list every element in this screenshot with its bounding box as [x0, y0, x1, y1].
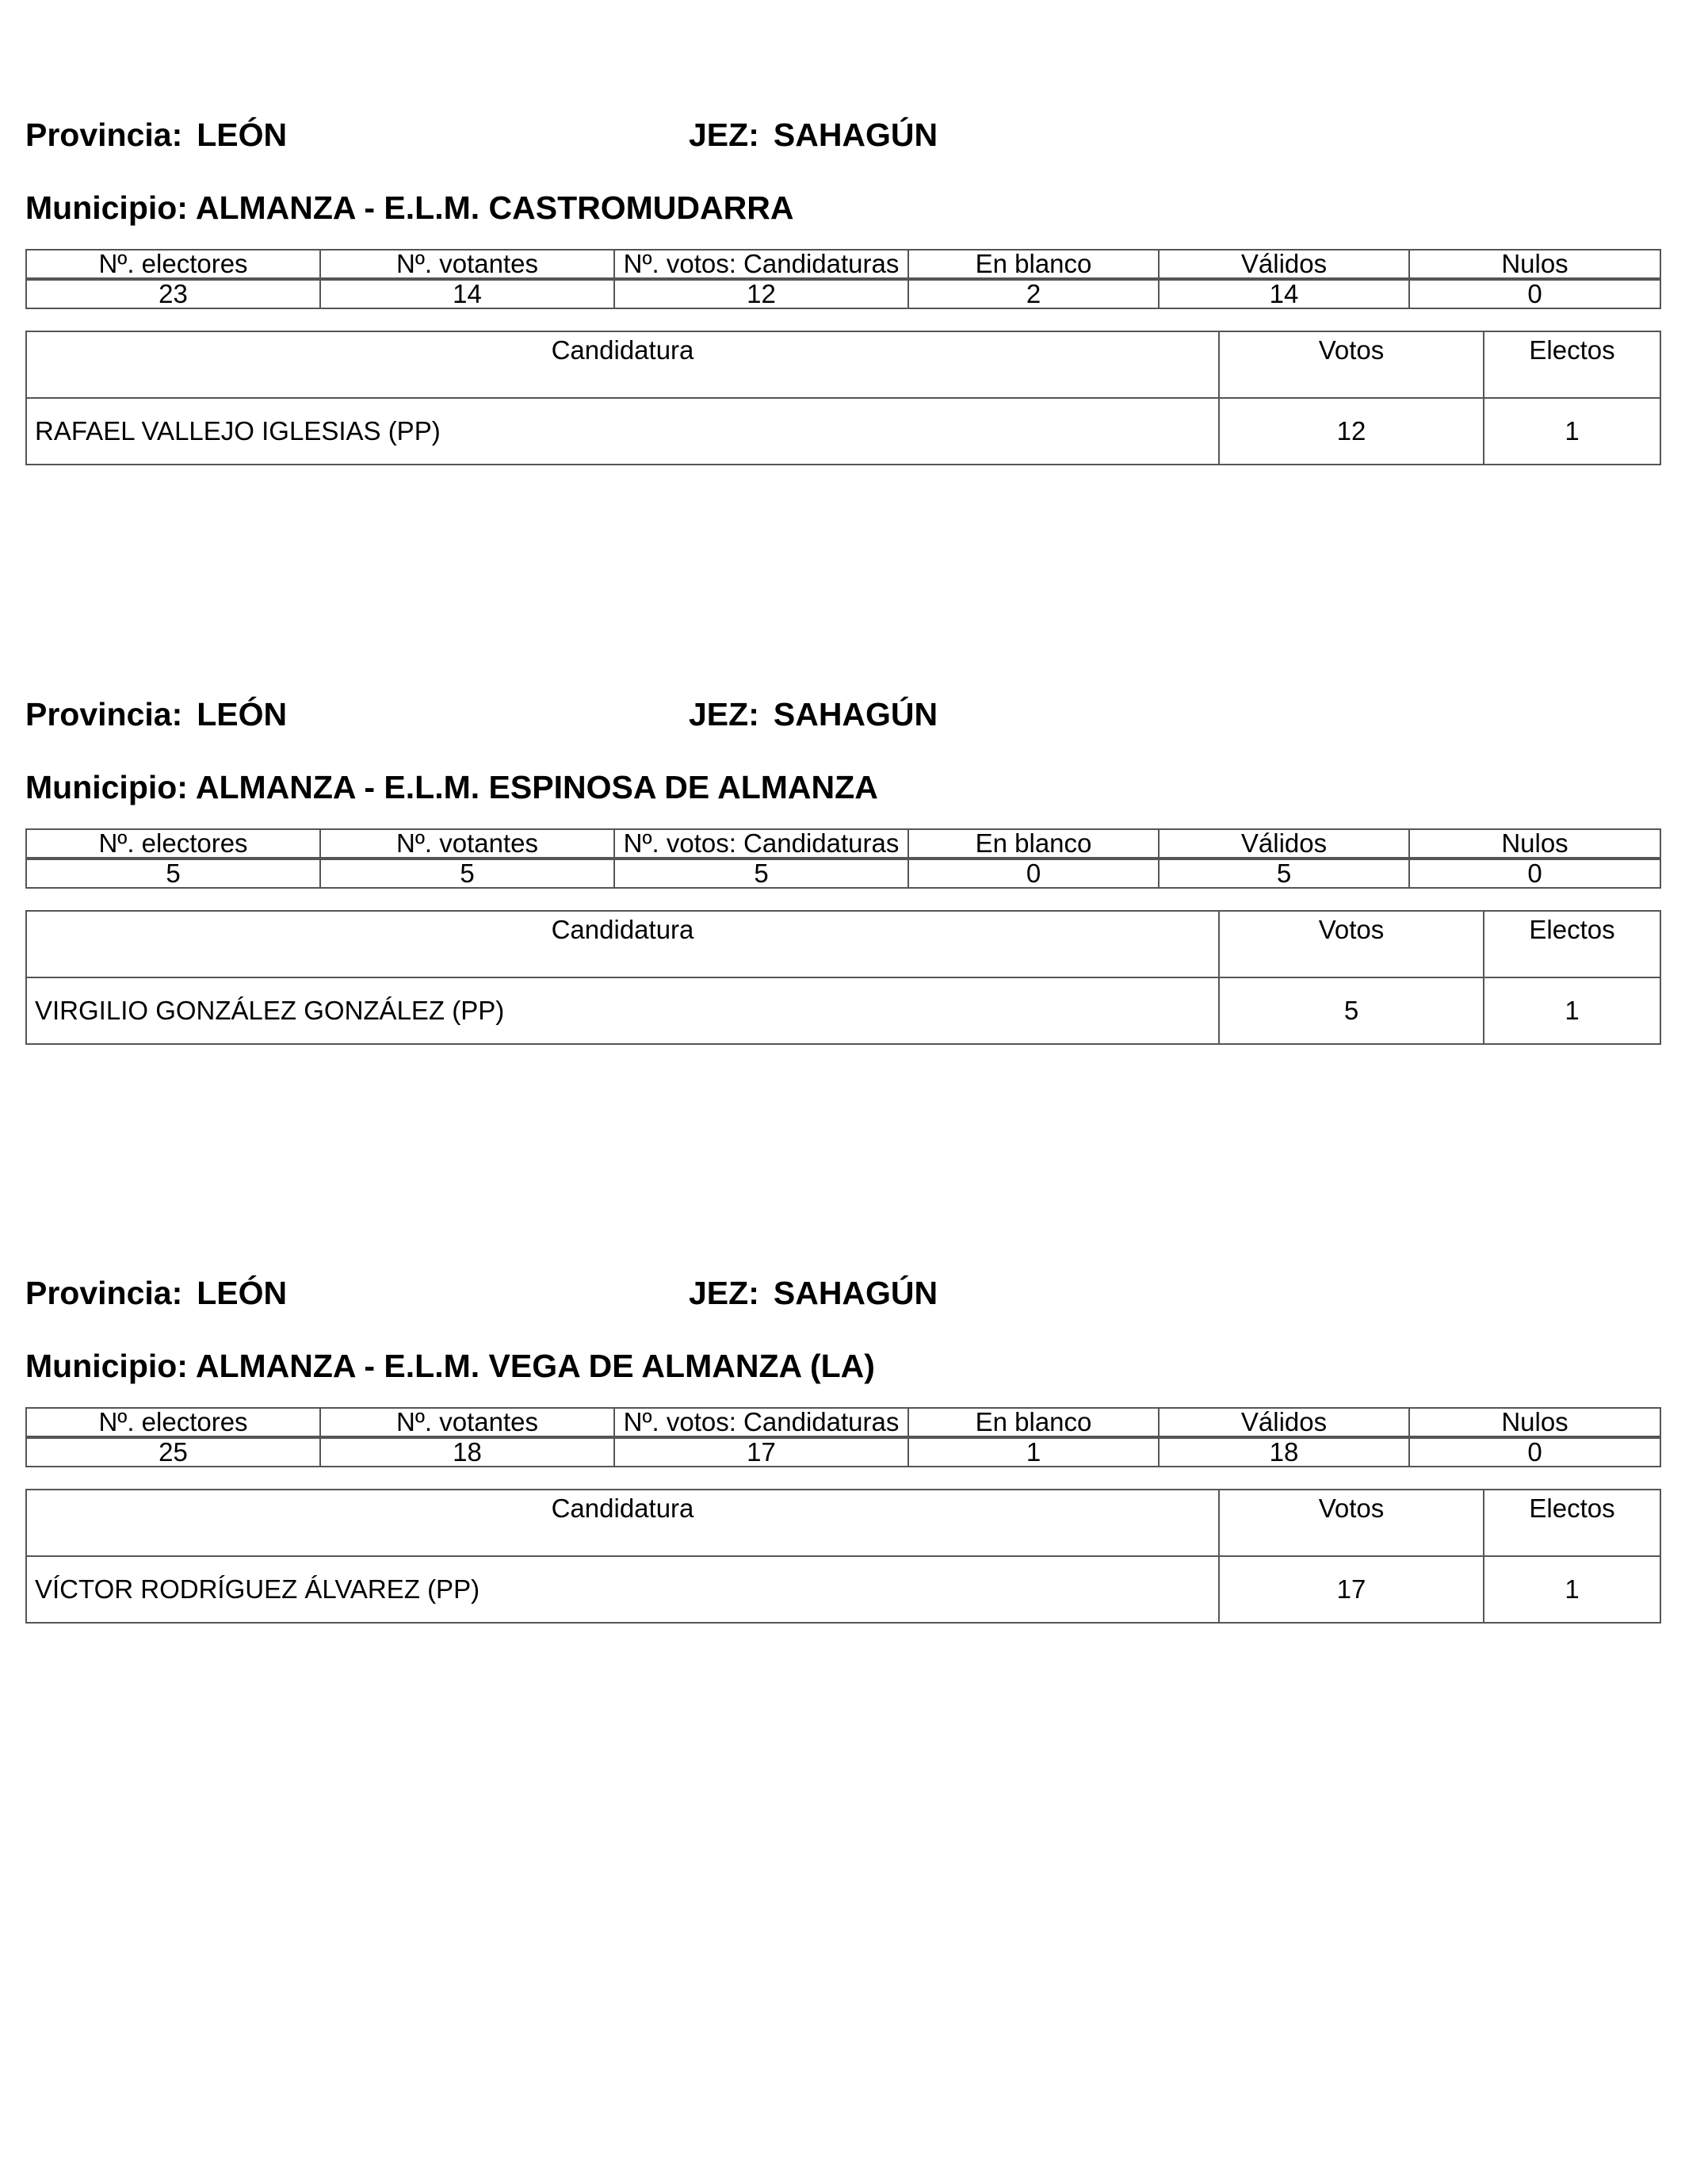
- header-line: [25, 113, 1660, 157]
- jez-field: [689, 1271, 938, 1315]
- header-votantes: Nº. votantes: [320, 1408, 614, 1437]
- value-electores: 23: [26, 279, 320, 308]
- header-electos: Electos: [1484, 331, 1660, 398]
- candidates-table: [25, 331, 1661, 465]
- header-votantes: Nº. votantes: [320, 250, 614, 279]
- value-validos: 5: [1159, 859, 1409, 888]
- header-votos: Votos: [1219, 911, 1484, 977]
- value-validos: 18: [1159, 1437, 1409, 1467]
- header-votos: Votos: [1219, 1490, 1484, 1556]
- municipio-label: Municipio:: [25, 1348, 188, 1384]
- header-votantes: Nº. votantes: [320, 829, 614, 859]
- header-votos: Votos: [1219, 331, 1484, 398]
- candidate-name: VIRGILIO GONZÁLEZ GONZÁLEZ (PP): [26, 977, 1219, 1044]
- provincia-field: [25, 1271, 287, 1315]
- stats-header-row: [26, 1408, 1660, 1437]
- stats-header-row: [26, 250, 1660, 279]
- candidate-row: [26, 977, 1660, 1044]
- candidate-electos: 1: [1484, 398, 1660, 465]
- provincia-field: [25, 692, 287, 736]
- provincia-field: [25, 113, 287, 157]
- candidate-name: VÍCTOR RODRÍGUEZ ÁLVAREZ (PP): [26, 1556, 1219, 1623]
- candidates-header-row: [26, 911, 1660, 977]
- value-votos-candidaturas: 17: [614, 1437, 908, 1467]
- municipio-label: Municipio:: [25, 769, 188, 805]
- value-votos-candidaturas: 12: [614, 279, 908, 308]
- header-candidatura: Candidatura: [26, 1490, 1219, 1556]
- header-validos: Válidos: [1159, 250, 1409, 279]
- candidates-header-row: [26, 1490, 1660, 1556]
- provincia-value: LEÓN: [197, 117, 288, 153]
- provincia-label: Provincia:: [25, 117, 183, 153]
- header-votos-candidaturas: Nº. votos: Candidaturas: [614, 250, 908, 279]
- header-en-blanco: En blanco: [908, 250, 1159, 279]
- jez-value: SAHAGÚN: [773, 696, 938, 732]
- header-nulos: Nulos: [1409, 1408, 1660, 1437]
- value-votantes: 18: [320, 1437, 614, 1467]
- header-electores: Nº. electores: [26, 829, 320, 859]
- candidate-electos: 1: [1484, 1556, 1660, 1623]
- candidate-electos: 1: [1484, 977, 1660, 1044]
- candidate-row: [26, 398, 1660, 465]
- jez-label: JEZ:: [689, 696, 759, 732]
- candidate-votos: 12: [1219, 398, 1484, 465]
- value-votantes: 5: [320, 859, 614, 888]
- stats-values-row: [26, 1437, 1660, 1467]
- value-en-blanco: 2: [908, 279, 1159, 308]
- value-votos-candidaturas: 5: [614, 859, 908, 888]
- header-electos: Electos: [1484, 1490, 1660, 1556]
- stats-values-row: [26, 279, 1660, 308]
- stats-table: [25, 828, 1661, 889]
- value-votantes: 14: [320, 279, 614, 308]
- jez-field: [689, 113, 938, 157]
- header-en-blanco: En blanco: [908, 829, 1159, 859]
- candidates-table: [25, 1489, 1661, 1624]
- header-votos-candidaturas: Nº. votos: Candidaturas: [614, 829, 908, 859]
- candidates-header-row: [26, 331, 1660, 398]
- municipio-field: [25, 186, 793, 230]
- stats-header-row: [26, 829, 1660, 859]
- candidates-table: [25, 910, 1661, 1045]
- value-en-blanco: 0: [908, 859, 1159, 888]
- value-en-blanco: 1: [908, 1437, 1159, 1467]
- provincia-value: LEÓN: [197, 696, 288, 732]
- header-line: [25, 1271, 1660, 1315]
- value-electores: 5: [26, 859, 320, 888]
- value-nulos: 0: [1409, 859, 1660, 888]
- value-nulos: 0: [1409, 1437, 1660, 1467]
- header-validos: Válidos: [1159, 1408, 1409, 1437]
- header-line: [25, 692, 1660, 736]
- header-candidatura: Candidatura: [26, 911, 1219, 977]
- stats-table: [25, 1407, 1661, 1467]
- stats-values-row: [26, 859, 1660, 888]
- municipio-value: ALMANZA - E.L.M. CASTROMUDARRA: [195, 189, 794, 226]
- header-nulos: Nulos: [1409, 250, 1660, 279]
- value-validos: 14: [1159, 279, 1409, 308]
- candidate-name: RAFAEL VALLEJO IGLESIAS (PP): [26, 398, 1219, 465]
- header-validos: Válidos: [1159, 829, 1409, 859]
- stats-table: [25, 249, 1661, 309]
- candidate-row: [26, 1556, 1660, 1623]
- header-electos: Electos: [1484, 911, 1660, 977]
- header-nulos: Nulos: [1409, 829, 1660, 859]
- jez-label: JEZ:: [689, 117, 759, 153]
- provincia-value: LEÓN: [197, 1275, 288, 1311]
- jez-label: JEZ:: [689, 1275, 759, 1311]
- jez-value: SAHAGÚN: [773, 1275, 938, 1311]
- header-en-blanco: En blanco: [908, 1408, 1159, 1437]
- municipio-value: ALMANZA - E.L.M. ESPINOSA DE ALMANZA: [195, 769, 878, 805]
- municipio-value: ALMANZA - E.L.M. VEGA DE ALMANZA (LA): [195, 1348, 875, 1384]
- jez-value: SAHAGÚN: [773, 117, 938, 153]
- municipio-field: [25, 765, 878, 809]
- candidate-votos: 5: [1219, 977, 1484, 1044]
- candidate-votos: 17: [1219, 1556, 1484, 1623]
- provincia-label: Provincia:: [25, 696, 183, 732]
- value-nulos: 0: [1409, 279, 1660, 308]
- header-votos-candidaturas: Nº. votos: Candidaturas: [614, 1408, 908, 1437]
- header-electores: Nº. electores: [26, 1408, 320, 1437]
- value-electores: 25: [26, 1437, 320, 1467]
- header-candidatura: Candidatura: [26, 331, 1219, 398]
- header-electores: Nº. electores: [26, 250, 320, 279]
- provincia-label: Provincia:: [25, 1275, 183, 1311]
- jez-field: [689, 692, 938, 736]
- municipio-field: [25, 1344, 875, 1388]
- municipio-label: Municipio:: [25, 189, 188, 226]
